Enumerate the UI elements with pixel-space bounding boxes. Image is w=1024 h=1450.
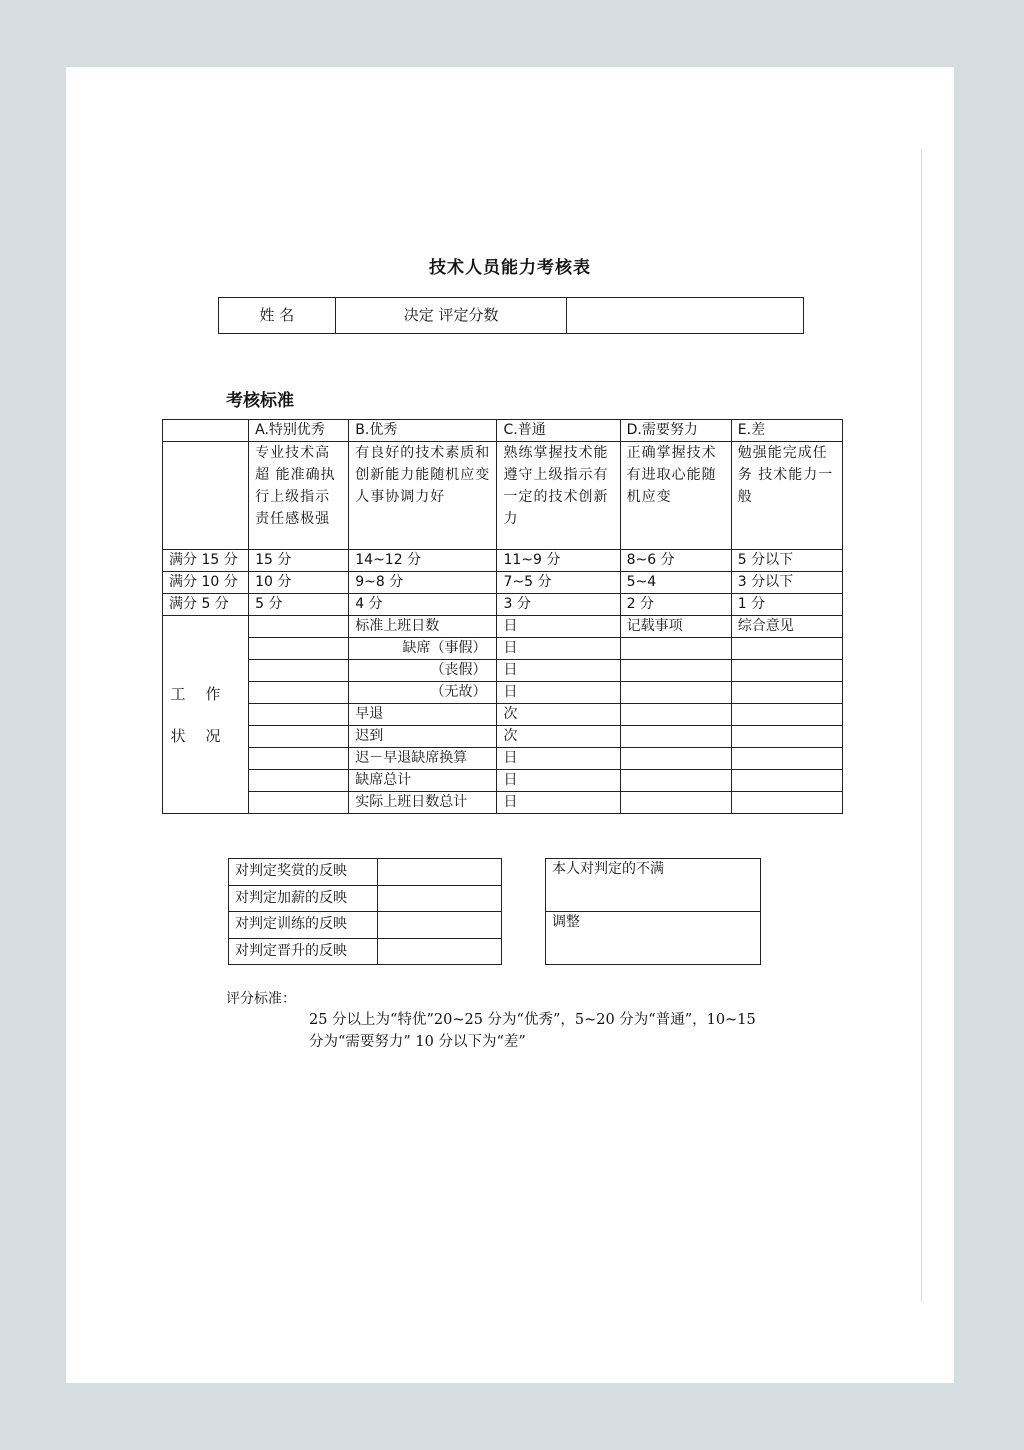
work-d-cell[interactable] bbox=[620, 792, 731, 814]
work-e-cell[interactable] bbox=[731, 748, 842, 770]
judgement-label: 对判定晋升的反映 bbox=[229, 938, 378, 965]
document-page bbox=[66, 67, 954, 1383]
judgement-row bbox=[229, 938, 502, 965]
work-unit: 次 bbox=[497, 726, 620, 748]
score-cell: 10 分 bbox=[249, 572, 349, 594]
work-d-cell[interactable] bbox=[620, 704, 731, 726]
grade-header: A.特别优秀 bbox=[249, 420, 349, 442]
work-d-cell: 记载事项 bbox=[620, 616, 731, 638]
score-cell: 3 分 bbox=[497, 594, 620, 616]
work-blank-cell[interactable] bbox=[249, 748, 349, 770]
work-item: （丧假） bbox=[349, 660, 497, 682]
work-blank-cell[interactable] bbox=[249, 792, 349, 814]
grade-description: 有良好的技术素质和创新能力能随机应变人事协调力好 bbox=[349, 442, 497, 550]
score-row-label: 满分 10 分 bbox=[163, 572, 249, 594]
work-item: 迟到 bbox=[349, 726, 497, 748]
judgement-input[interactable] bbox=[378, 938, 502, 965]
work-e-cell[interactable] bbox=[731, 682, 842, 704]
work-row bbox=[163, 616, 843, 638]
score-cell: 15 分 bbox=[249, 550, 349, 572]
standard-table bbox=[162, 419, 843, 814]
judgement-row bbox=[229, 885, 502, 912]
work-row bbox=[163, 792, 843, 814]
work-d-cell[interactable] bbox=[620, 770, 731, 792]
work-row bbox=[163, 638, 843, 660]
work-blank-cell[interactable] bbox=[249, 682, 349, 704]
work-e-cell[interactable] bbox=[731, 726, 842, 748]
work-blank-cell[interactable] bbox=[249, 660, 349, 682]
grade-header: C.普通 bbox=[497, 420, 620, 442]
document-title: 技术人员能力考核表 bbox=[429, 258, 591, 278]
self-opinion-table bbox=[545, 858, 761, 965]
score-label: 决定 评定分数 bbox=[335, 298, 567, 334]
score-row-label: 满分 15 分 bbox=[163, 550, 249, 572]
grade-description: 勉强能完成任务 技术能力一般 bbox=[731, 442, 842, 550]
corner-cell bbox=[163, 420, 249, 442]
work-label-line: 状况 bbox=[170, 726, 241, 745]
score-cell: 3 分以下 bbox=[731, 572, 842, 594]
judgement-label: 对判定加薪的反映 bbox=[229, 885, 378, 912]
score-cell: 4 分 bbox=[349, 594, 497, 616]
section-title: 考核标准 bbox=[226, 391, 294, 411]
work-d-cell[interactable] bbox=[620, 682, 731, 704]
judgement-input[interactable] bbox=[378, 859, 502, 886]
empty-cell bbox=[163, 442, 249, 550]
work-blank-cell[interactable] bbox=[249, 726, 349, 748]
scoring-line: 分为“需要努力” 10 分以下为“差” bbox=[309, 1034, 526, 1050]
work-e-cell[interactable] bbox=[731, 638, 842, 660]
grade-description: 正确掌握技术 有进取心能随机应变 bbox=[620, 442, 731, 550]
grade-header: D.需要努力 bbox=[620, 420, 731, 442]
score-cell: 8~6 分 bbox=[620, 550, 731, 572]
work-unit: 日 bbox=[497, 660, 620, 682]
score-cell: 11~9 分 bbox=[497, 550, 620, 572]
work-d-cell[interactable] bbox=[620, 660, 731, 682]
grade-header-row bbox=[163, 420, 843, 442]
work-row bbox=[163, 748, 843, 770]
score-row bbox=[163, 594, 843, 616]
judgement-row bbox=[229, 859, 502, 886]
work-item: 缺席总计 bbox=[349, 770, 497, 792]
score-cell: 9~8 分 bbox=[349, 572, 497, 594]
work-e-cell[interactable] bbox=[731, 660, 842, 682]
description-row bbox=[163, 442, 843, 550]
work-status-label bbox=[163, 616, 249, 814]
work-item: （无故） bbox=[349, 682, 497, 704]
work-e-cell[interactable] bbox=[731, 704, 842, 726]
judgement-label: 对判定奖赏的反映 bbox=[229, 859, 378, 886]
work-unit: 日 bbox=[497, 748, 620, 770]
work-blank-cell[interactable] bbox=[249, 638, 349, 660]
score-cell: 14~12 分 bbox=[349, 550, 497, 572]
judgement-table bbox=[228, 858, 502, 965]
judgement-input[interactable] bbox=[378, 912, 502, 939]
work-e-cell: 综合意见 bbox=[731, 616, 842, 638]
work-item: 早退 bbox=[349, 704, 497, 726]
judgement-row bbox=[229, 912, 502, 939]
work-d-cell[interactable] bbox=[620, 726, 731, 748]
work-unit: 日 bbox=[497, 616, 620, 638]
score-value-field[interactable] bbox=[567, 298, 804, 334]
score-row bbox=[163, 572, 843, 594]
work-label-line: 工作 bbox=[170, 684, 241, 703]
work-blank-cell[interactable] bbox=[249, 616, 349, 638]
work-unit: 日 bbox=[497, 638, 620, 660]
score-cell: 1 分 bbox=[731, 594, 842, 616]
work-blank-cell[interactable] bbox=[249, 770, 349, 792]
self-dissatisfaction-field[interactable]: 本人对判定的不满 bbox=[546, 859, 761, 912]
grade-header: B.优秀 bbox=[349, 420, 497, 442]
score-cell: 2 分 bbox=[620, 594, 731, 616]
work-row bbox=[163, 682, 843, 704]
grade-header: E.差 bbox=[731, 420, 842, 442]
grade-description: 专业技术高超 能准确执行上级指示责任感极强 bbox=[249, 442, 349, 550]
score-cell: 5 分以下 bbox=[731, 550, 842, 572]
work-row bbox=[163, 770, 843, 792]
score-row-label: 满分 5 分 bbox=[163, 594, 249, 616]
work-unit: 日 bbox=[497, 682, 620, 704]
work-item: 标准上班日数 bbox=[349, 616, 497, 638]
work-item: 实际上班日数总计 bbox=[349, 792, 497, 814]
work-d-cell[interactable] bbox=[620, 748, 731, 770]
work-d-cell[interactable] bbox=[620, 638, 731, 660]
score-cell: 5 分 bbox=[249, 594, 349, 616]
score-cell: 5~4 bbox=[620, 572, 731, 594]
work-unit: 日 bbox=[497, 792, 620, 814]
work-row bbox=[163, 726, 843, 748]
score-row bbox=[163, 550, 843, 572]
work-unit: 日 bbox=[497, 770, 620, 792]
work-unit: 次 bbox=[497, 704, 620, 726]
work-item: 缺席（事假） bbox=[349, 638, 497, 660]
name-label: 姓 名 bbox=[219, 298, 336, 334]
name-table bbox=[218, 297, 804, 334]
work-row bbox=[163, 704, 843, 726]
scoring-line: 25 分以上为“特优”20~25 分为“优秀”，5~20 分为“普通”，10~15 bbox=[309, 1012, 756, 1028]
judgement-label: 对判定训练的反映 bbox=[229, 912, 378, 939]
scoring-standard-heading: 评分标准： bbox=[226, 991, 296, 1007]
margin-line bbox=[921, 150, 922, 1302]
adjustment-field[interactable]: 调整 bbox=[546, 912, 761, 965]
work-item: 迟－早退缺席换算 bbox=[349, 748, 497, 770]
work-e-cell[interactable] bbox=[731, 770, 842, 792]
scoring-standard-text bbox=[309, 1009, 809, 1053]
work-blank-cell[interactable] bbox=[249, 704, 349, 726]
grade-description: 熟练掌握技术能遵守上级指示有一定的技术创新力 bbox=[497, 442, 620, 550]
judgement-input[interactable] bbox=[378, 885, 502, 912]
work-row bbox=[163, 660, 843, 682]
work-e-cell[interactable] bbox=[731, 792, 842, 814]
score-cell: 7~5 分 bbox=[497, 572, 620, 594]
